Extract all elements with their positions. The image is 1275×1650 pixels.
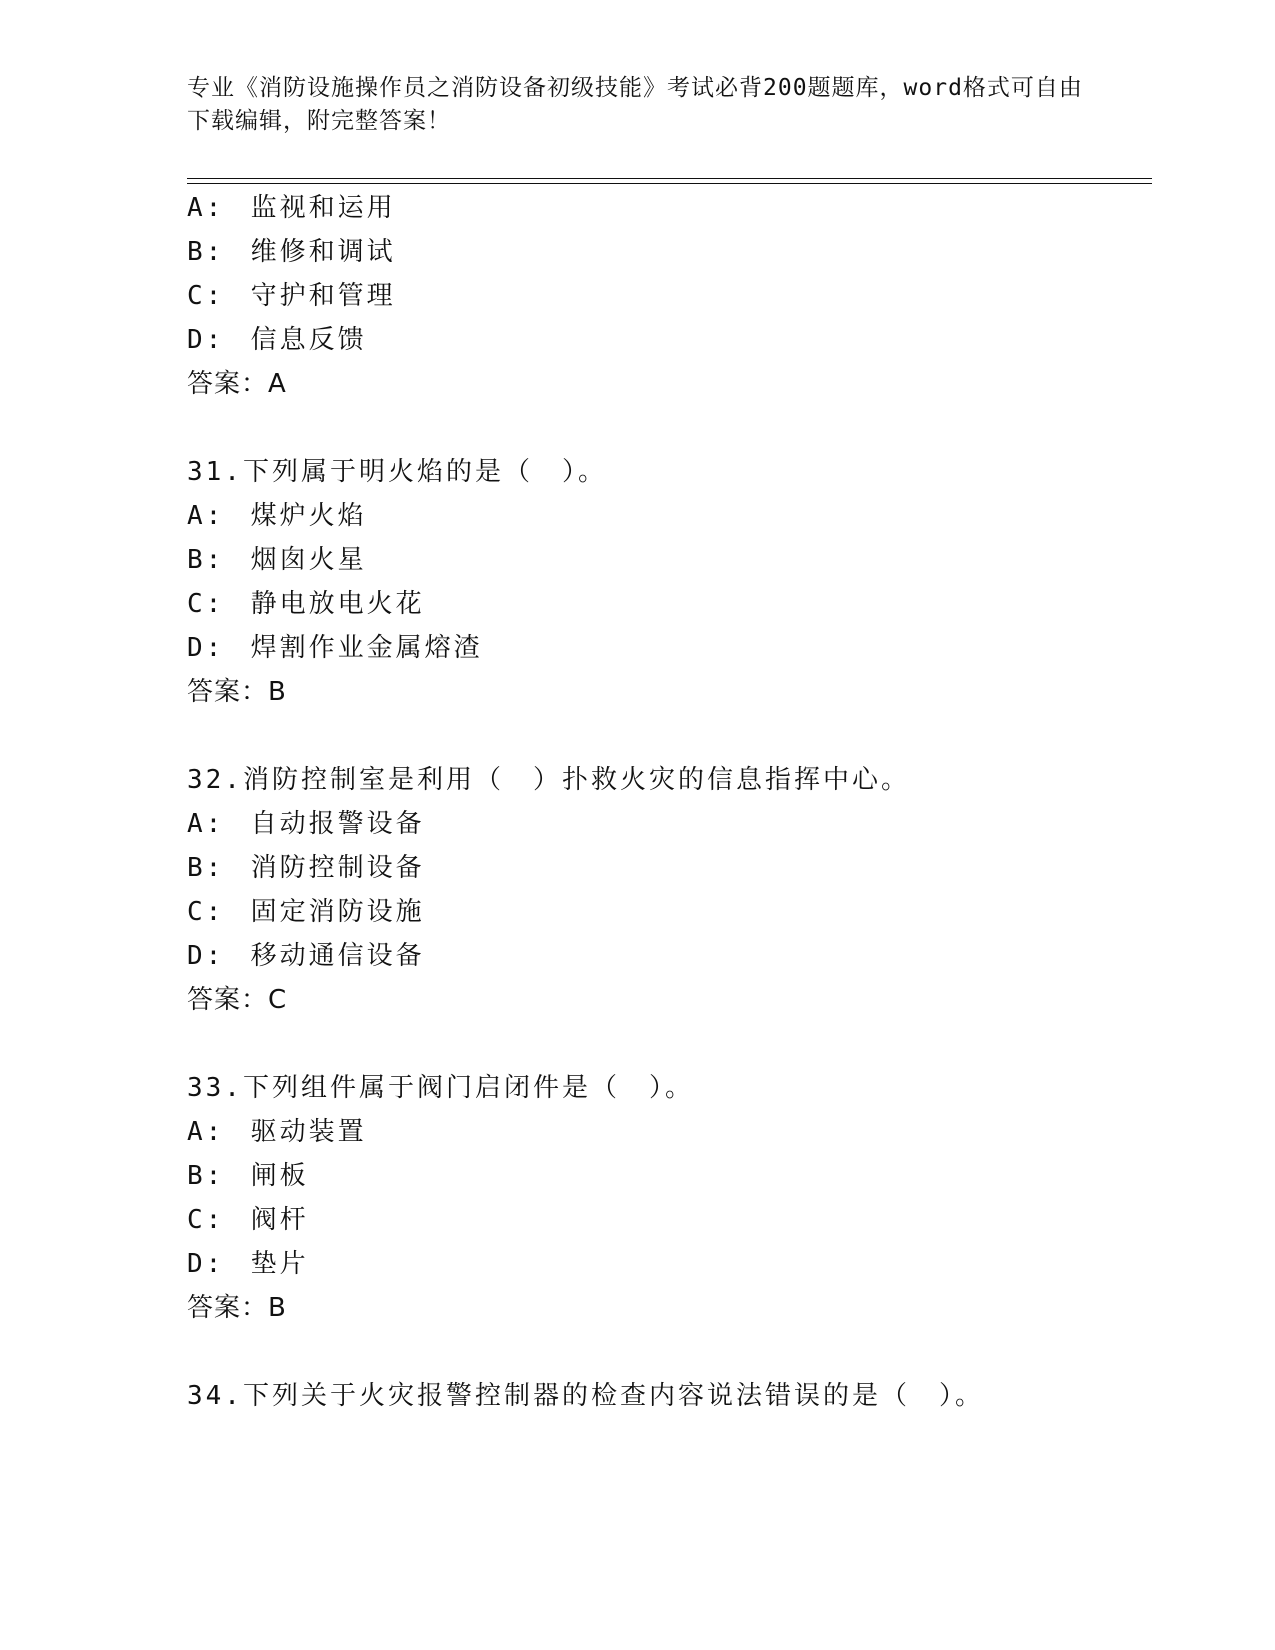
option-text: 自动报警设备 (250, 809, 425, 839)
option-label: C: (187, 1205, 225, 1235)
option-text: 闸板 (250, 1161, 309, 1191)
document-content (187, 0, 1147, 1650)
option-text: 信息反馈 (250, 325, 367, 355)
option-b (187, 1156, 309, 1196)
option-text: 烟囱火星 (250, 545, 367, 575)
option-d (187, 936, 425, 976)
option-c (187, 276, 396, 316)
option-text: 固定消防设施 (250, 897, 425, 927)
option-label: C: (187, 589, 225, 619)
option-d (187, 320, 367, 360)
option-label: C: (187, 897, 225, 927)
option-label: A: (187, 1117, 225, 1147)
answer-line: 答案：B (187, 1293, 287, 1323)
question-32: 32.消防控制室是利用（ ）扑救火灾的信息指挥中心。 (187, 765, 910, 795)
answer-line: 答案：C (187, 985, 288, 1015)
question-34: 34.下列关于火灾报警控制器的检查内容说法错误的是（ ）。 (187, 1381, 984, 1411)
option-text: 驱动装置 (250, 1117, 367, 1147)
option-text: 维修和调试 (250, 237, 396, 267)
answer-line: 答案：A (187, 369, 287, 399)
option-b (187, 232, 396, 272)
option-b (187, 540, 367, 580)
option-text: 移动通信设备 (250, 941, 425, 971)
option-a (187, 1112, 367, 1152)
option-text: 焊割作业金属熔渣 (250, 633, 483, 663)
option-a (187, 496, 367, 536)
option-label: A: (187, 193, 225, 223)
option-text: 静电放电火花 (250, 589, 425, 619)
option-label: C: (187, 281, 225, 311)
option-label: D: (187, 325, 225, 355)
document-header: 专业《消防设施操作员之消防设备初级技能》考试必背200题题库，word格式可自由下载编辑，附完整答案！ (187, 75, 1083, 134)
question-31: 31.下列属于明火焰的是（ ）。 (187, 457, 607, 487)
option-c (187, 584, 425, 624)
option-label: B: (187, 1161, 225, 1191)
option-label: B: (187, 545, 225, 575)
option-label: B: (187, 237, 225, 267)
option-b (187, 848, 425, 888)
answer-line: 答案：B (187, 677, 287, 707)
option-a (187, 804, 425, 844)
option-text: 监视和运用 (250, 193, 396, 223)
option-text: 守护和管理 (250, 281, 396, 311)
option-label: D: (187, 633, 225, 663)
option-d (187, 628, 483, 668)
option-d (187, 1244, 309, 1284)
option-text: 煤炉火焰 (250, 501, 367, 531)
option-text: 垫片 (250, 1249, 309, 1279)
option-text: 阀杆 (250, 1205, 309, 1235)
option-label: D: (187, 941, 225, 971)
option-label: A: (187, 501, 225, 531)
option-c (187, 892, 425, 932)
option-label: A: (187, 809, 225, 839)
option-a (187, 188, 396, 228)
question-33: 33.下列组件属于阀门启闭件是（ ）。 (187, 1073, 694, 1103)
option-label: D: (187, 1249, 225, 1279)
option-label: B: (187, 853, 225, 883)
option-text: 消防控制设备 (250, 853, 425, 883)
option-c (187, 1200, 309, 1240)
